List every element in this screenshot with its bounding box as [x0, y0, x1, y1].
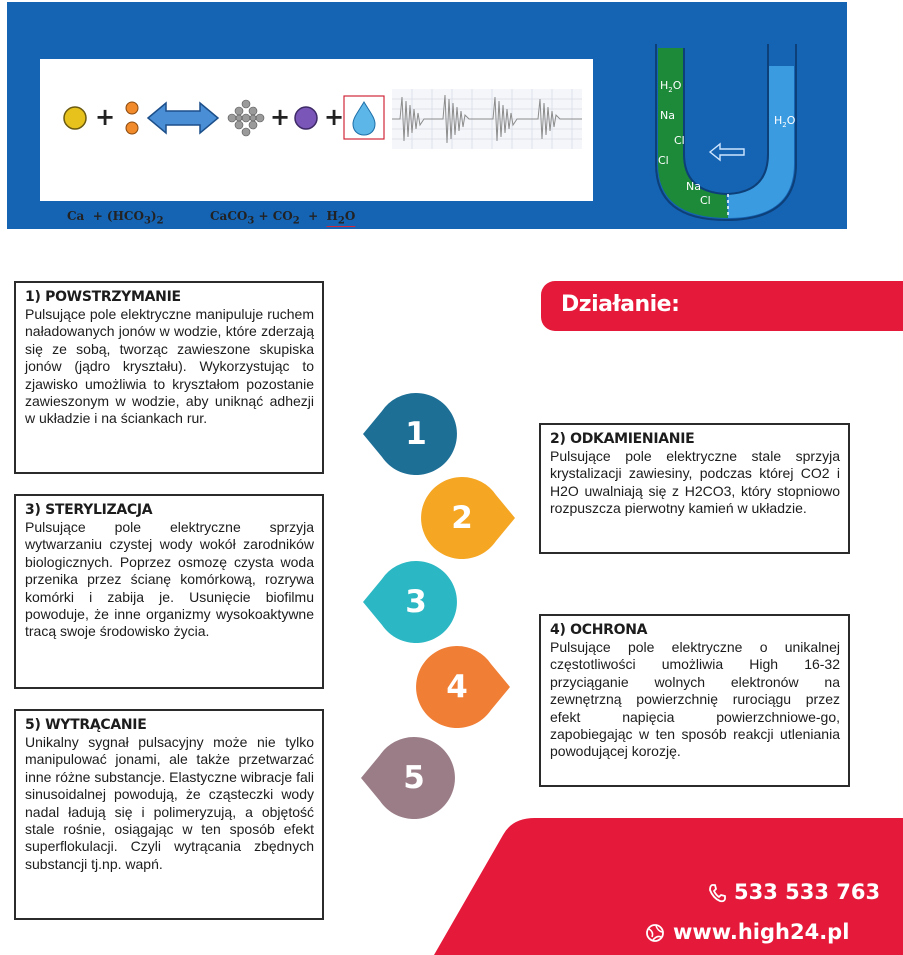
step-title: 1) POWSTRZYMANIE — [25, 289, 181, 305]
step-circle-1: 1 — [375, 393, 457, 475]
svg-text:Na: Na — [660, 109, 675, 122]
step-title: 2) ODKAMIENIANIE — [550, 431, 695, 447]
phone-contact[interactable] — [708, 880, 880, 904]
formula-products: CaCO$_3$ + $CO_2 + H_2O$ — [210, 209, 356, 227]
step-circle-4: 4 — [416, 646, 498, 728]
svg-text:Cl: Cl — [700, 194, 711, 207]
step-title: 5) WYTRĄCANIE — [25, 717, 147, 733]
svg-text:H2O: $H_2O$ — [660, 79, 682, 94]
svg-text:H2O: $H_2O$ — [774, 114, 796, 129]
svg-text:+: + — [324, 103, 345, 131]
step-title: 3) STERYLIZACJA — [25, 502, 153, 518]
step-circle-2: 2 — [421, 477, 503, 559]
svg-text:+: + — [270, 103, 291, 131]
phone-number: 533 533 763 — [734, 880, 881, 904]
step-circle-3: 3 — [375, 561, 457, 643]
step-title: 4) OCHRONA — [550, 622, 648, 638]
website-link[interactable] — [645, 920, 849, 944]
step-description: Pulsujące pole elektryczne stale sprzyja krystalizacji zawiesiny, podczas której CO2 i H2O uwalniają się z H2CO3, który stopniowo rozpuszcza pierwotny kamień w układzie. — [550, 448, 840, 517]
formula-reactants: $Ca + (HCO_3)_2$ — [67, 209, 164, 227]
svg-text:Na: Na — [686, 180, 701, 193]
step-description: Pulsujące pole elektryczne o unikalnej częstotliwości umożliwia High 16-32 przyciąganie wolnych elektronów na zewnętrzną powierzchnię rurociągu przez efekt napięcia powierzchniowe-go, zapobiegając w ten sposób reakcji utleniania powodującej korozję. — [550, 639, 840, 760]
step-circle-5: 5 — [373, 737, 455, 819]
globe-icon — [645, 923, 665, 943]
phone-icon — [708, 883, 726, 903]
website-url: www.high24.pl — [673, 920, 850, 944]
section-tab-label: Działanie: — [561, 292, 680, 317]
svg-text:Cl: Cl — [658, 154, 669, 167]
step-description: Unikalny sygnał pulsacyjny może nie tylko manipulować jonami, ale także przetwarzać inne różne substancje. Elastyczne wibracje fali sinusoidalnej powodują, że cząsteczki wody nadal ładują się i polimeryzują, a objętość stale rośnie, osiągając w ten sposób efekt superflokulacji. Czyli wytrącania zbędnych substancji tj.np. wapń. — [25, 734, 314, 872]
svg-text:+: + — [95, 103, 116, 131]
step-description: Pulsujące pole elektryczne manipuluje ruchem naładowanych jonów w wodzie, które zderzają się ze sobą, tworząc zawieszone skupiska jonów (jądro kryształu). Wykorzystując to zjawisko umożliwia to kryształom pozostanie zawieszonym w wodzie, aby uniknąć adhezji w układzie i na ściankach rur. — [25, 306, 314, 427]
step-description: Pulsujące pole elektryczne sprzyja wytwarzaniu czystej wody wokół zarodników biologicznych. Poprzez osmozę czysta woda przenika przez ścianę komórkową, rozrywa komórki i zabija je. Usunięcie biofilmu powoduje, że inne organizmy wysokoaktywne tracą swoje środowisko życia. — [25, 519, 314, 640]
svg-text:Cl: Cl — [674, 134, 685, 147]
